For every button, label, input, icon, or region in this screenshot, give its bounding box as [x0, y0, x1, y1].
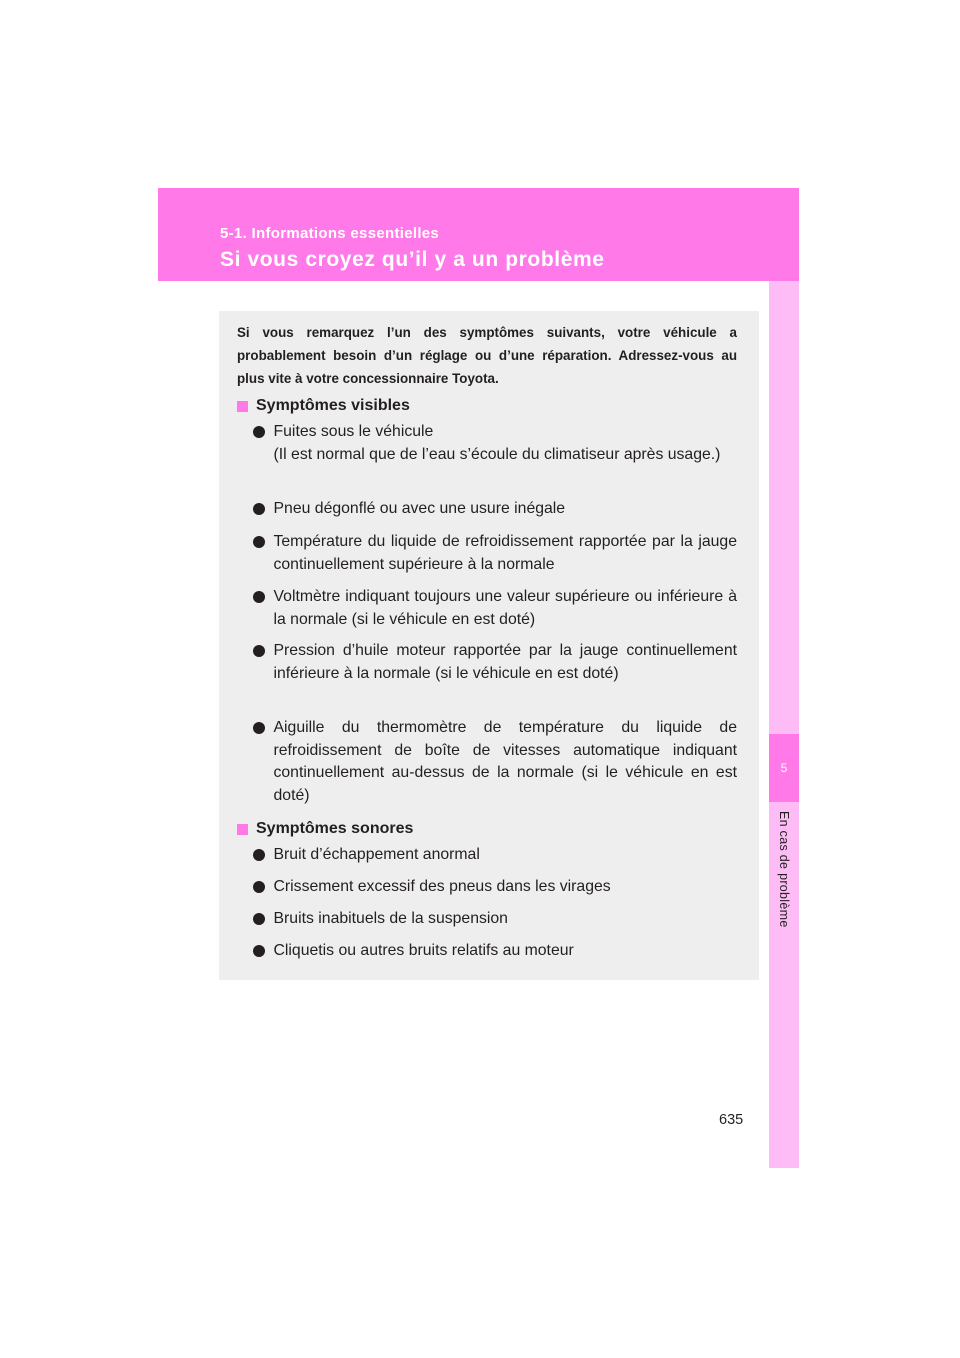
intro-paragraph: Si vous remarquez l’un des symptômes suivants, votre véhicule a probablement besoin d’un réglage ou d’une réparation. Adressez-vous au plus vite à votre concessionnaire Toyota. [237, 325, 737, 386]
list-item-text: Température du liquide de refroidissement rapportée par la jauge continuellement supérieure à la normale [273, 533, 737, 573]
page-header [158, 188, 799, 281]
list-item [253, 531, 737, 576]
section-heading-label: Symptômes visibles [256, 397, 410, 414]
section-label: 5-1. Informations essentielles [220, 225, 440, 242]
list-item [253, 498, 737, 521]
list-item [253, 586, 737, 631]
bullet-dot-icon [253, 881, 265, 893]
bullet-dot-icon [253, 645, 265, 657]
list-item [253, 940, 737, 963]
chapter-side-tab [769, 281, 799, 1168]
list-item [253, 876, 737, 899]
list-item-text: Bruit d’échappement anormal [273, 846, 480, 863]
list-item-note: (Il est normal que de l’eau s’écoule du climatiseur après usage.) [273, 445, 721, 463]
list-item [253, 844, 737, 867]
list-item-text: Crissement excessif des pneus dans les virages [273, 878, 611, 895]
bullet-dot-icon [253, 945, 265, 957]
pink-square-icon [237, 824, 248, 835]
list-item [253, 421, 737, 466]
section-heading-visible [237, 397, 410, 415]
list-item-text: Cliquetis ou autres bruits relatifs au moteur [273, 942, 574, 959]
chapter-title: En cas de problème [777, 811, 791, 928]
list-item-text: Fuites sous le véhicule [273, 423, 434, 440]
page-number: 635 [719, 1112, 744, 1128]
list-item [253, 640, 737, 685]
bullet-dot-icon [253, 536, 265, 548]
page-title: Si vous croyez qu’il y a un problème [220, 248, 605, 271]
bullet-dot-icon [253, 913, 265, 925]
list-item-text: Pression d’huile moteur rapportée par la jauge continuellement inférieure à la normale (si le véhicule en est doté) [273, 642, 737, 682]
pink-square-icon [237, 401, 248, 412]
list-item-text: Aiguille du thermomètre de température du liquide de refroidissement de boîte de vitesses automatique indiquant continuellement au-dessus de la normale (si le véhicule en est doté) [273, 719, 737, 804]
bullet-dot-icon [253, 503, 265, 515]
chapter-number: 5 [769, 734, 799, 802]
bullet-dot-icon [253, 591, 265, 603]
bullet-dot-icon [253, 849, 265, 861]
bullet-dot-icon [253, 722, 265, 734]
bullet-dot-icon [253, 426, 265, 438]
list-item-text: Pneu dégonflé ou avec une usure inégale [273, 500, 566, 517]
content-panel [219, 311, 759, 980]
list-item [253, 717, 737, 807]
section-heading-label: Symptômes sonores [256, 820, 414, 837]
list-item-text: Bruits inabituels de la suspension [273, 910, 508, 927]
section-heading-sound [237, 820, 413, 838]
list-item-text: Voltmètre indiquant toujours une valeur supérieure ou inférieure à la normale (si le véhicule en est doté) [273, 588, 737, 628]
list-item [253, 908, 737, 931]
